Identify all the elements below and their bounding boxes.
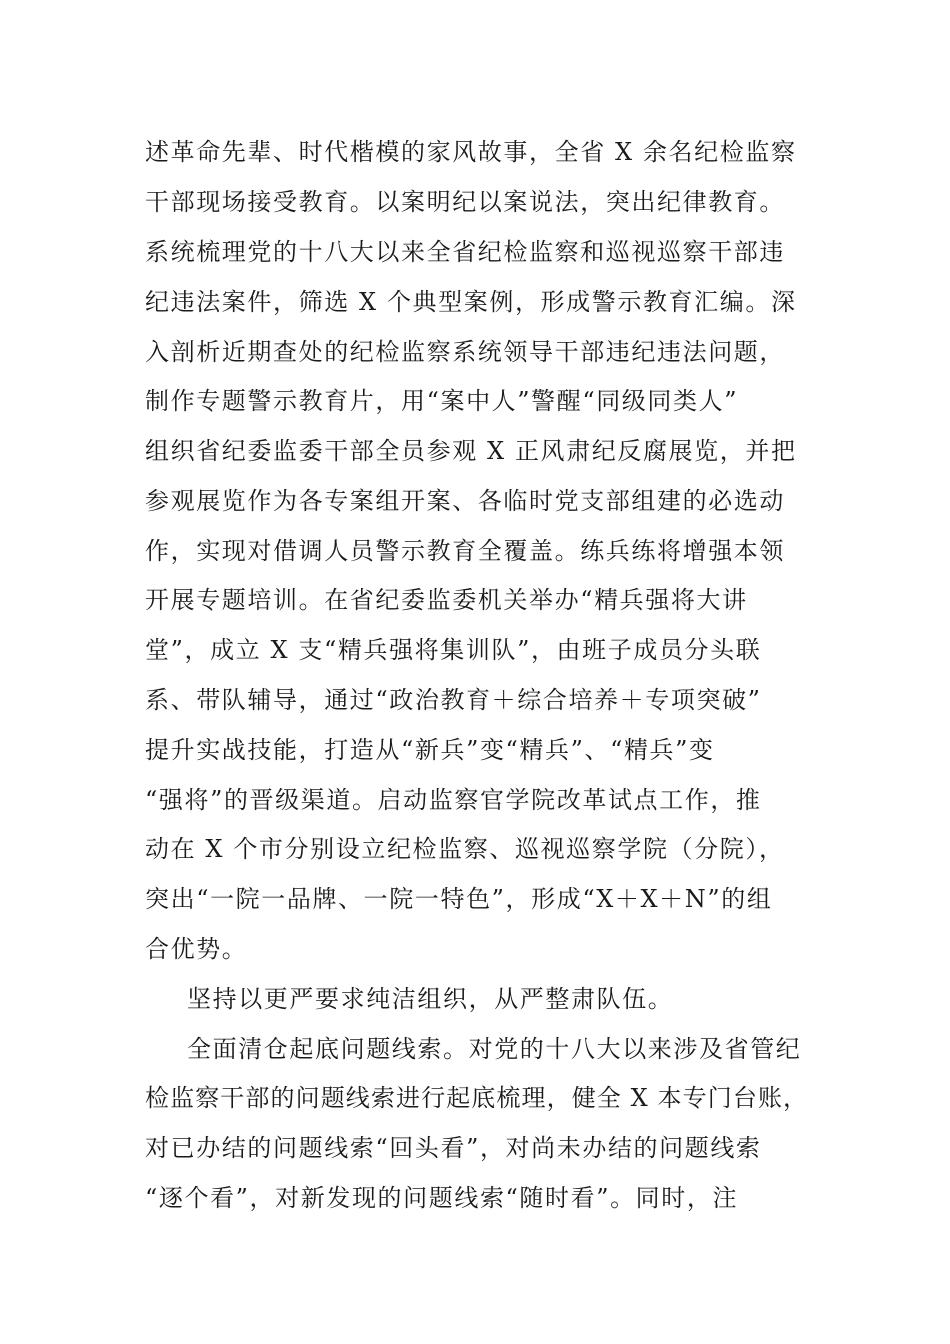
text-line: 动在 X 个市分别设立纪检监察、巡视巡察学院（分院）， bbox=[145, 835, 785, 863]
text-line: 干部现场接受教育。以案明纪以案说法，突出纪律教育。 bbox=[145, 188, 785, 216]
text-line: 纪违法案件，筛选 X 个典型案例，形成警示教育汇编。深 bbox=[145, 288, 797, 316]
text-line: 堂”，成立 X 支“精兵强将集训队”，由班子成员分头联 bbox=[145, 636, 762, 664]
text-line: 制作专题警示教育片，用“案中人”警醒“同级同类人” bbox=[145, 387, 739, 415]
text-line: “强将”的晋级渠道。启动监察官学院改革试点工作，推 bbox=[145, 786, 762, 814]
text-line: 系、带队辅导，通过“政治教育＋综合培养＋专项突破” bbox=[145, 686, 762, 714]
text-line: 入剖析近期查处的纪检监察系统领导干部违纪违法问题， bbox=[145, 338, 785, 366]
text-line: 系统梳理党的十八大以来全省纪检监察和巡视巡察干部违 bbox=[145, 238, 785, 266]
text-line: 检监察干部的问题线索进行起底梳理，健全 X 本专门台账， bbox=[145, 1084, 809, 1112]
text-line: 提升实战技能，打造从“新兵”变“精兵”、“精兵”变 bbox=[145, 736, 715, 764]
text-line: 全面清仓起底问题线索。对党的十八大以来涉及省管纪 bbox=[187, 1035, 802, 1063]
text-line: 组织省纪委监委干部全员参观 X 正风肃纪反腐展览，并把 bbox=[145, 437, 797, 465]
text-line: 突出“一院一品牌、一院一特色”，形成“X＋X＋N”的组 bbox=[145, 885, 773, 913]
text-line: 述革命先辈、时代楷模的家风故事，全省 X 余名纪检监察 bbox=[145, 138, 797, 166]
text-line: 作，实现对借调人员警示教育全覆盖。练兵练将增强本领 bbox=[145, 537, 785, 565]
text-line: 合优势。 bbox=[145, 935, 248, 963]
text-line: “逐个看”，对新发现的问题线索“随时看”。同时，注 bbox=[145, 1184, 739, 1212]
text-line: 参观展览作为各专案组开案、各临时党支部组建的必选动 bbox=[145, 487, 785, 515]
text-line: 对已办结的问题线索“回头看”，对尚未办结的问题线索 bbox=[145, 1134, 762, 1162]
text-line: 开展专题培训。在省纪委监委机关举办“精兵强将大讲 bbox=[145, 586, 748, 614]
section-heading: 坚持以更严要求纯洁组织，从严整肃队伍。 bbox=[187, 985, 674, 1013]
